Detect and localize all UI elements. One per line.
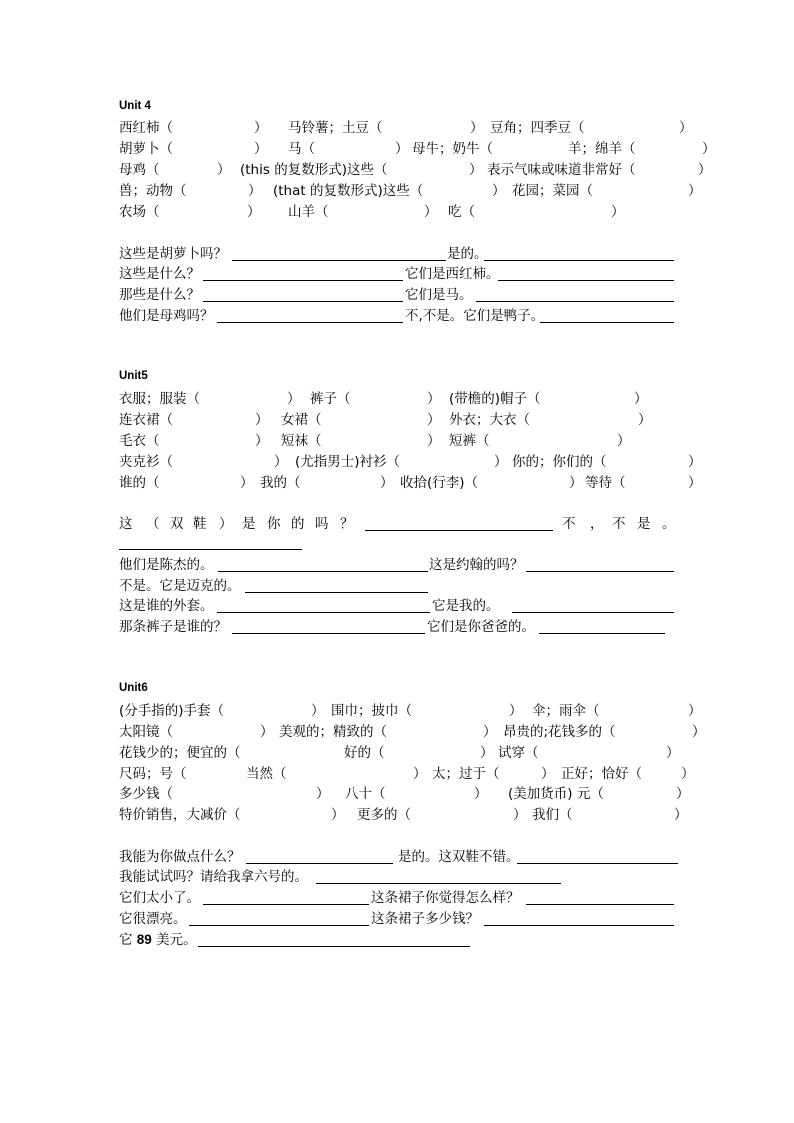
close-paren: ） — [569, 475, 583, 491]
vocab-shorts: 短裤（ — [449, 433, 490, 449]
sentence-q4: 它很漂亮。 — [119, 911, 187, 927]
sentence-a5: 它们是你爸爸的。 — [427, 619, 535, 635]
vocab-dress: 连衣裙（ — [119, 412, 173, 428]
close-paren: ） — [470, 120, 484, 136]
answer-line — [484, 925, 674, 926]
close-paren: ） — [676, 786, 690, 802]
vocab-too: 太；过于（ — [432, 766, 500, 782]
q-char: 你 — [267, 516, 281, 532]
sentence-a1: 是的。 — [447, 246, 488, 262]
q-char: 的 — [291, 516, 305, 532]
vocab-these: (this 的复数形式)这些（ — [240, 162, 388, 178]
answer-line — [526, 571, 674, 572]
vocab-pants: 裤子（ — [310, 391, 351, 407]
close-paren: ） — [248, 183, 262, 199]
sentence-q5-pre: 它 — [119, 932, 137, 948]
sentence-q2: 他们是陈杰的。 — [119, 557, 214, 573]
vocab-of-course: 当然（ — [246, 766, 287, 782]
answer-line — [512, 612, 674, 613]
sentence-a1: 是的。这双鞋不错。 — [398, 849, 520, 865]
vocab-umbrella: 伞；雨伞（ — [532, 703, 600, 719]
sentence-q2: 我能试试吗？请给我拿六号的。 — [119, 869, 308, 885]
sentence-a2: 它们是西红柿。 — [405, 266, 500, 282]
vocab-eighty: 八十（ — [345, 786, 386, 802]
close-paren: ） — [617, 433, 631, 449]
vocab-carrot: 胡萝卜（ — [119, 141, 173, 157]
vocab-jacket: 夹克衫（ — [119, 454, 173, 470]
vocab-tomato: 西红柿（ — [119, 120, 173, 136]
close-paren: ） — [702, 141, 716, 157]
vocab-how-much: 多少钱（ — [119, 786, 173, 802]
vocab-goat: 山羊（ — [288, 204, 329, 220]
close-paren: ） — [492, 183, 506, 199]
answer-line — [517, 863, 678, 864]
close-paren: ） — [638, 412, 652, 428]
answer-line — [218, 571, 428, 572]
vocab-more: 更多的（ — [357, 807, 411, 823]
q-char: 鞋 — [193, 516, 207, 532]
vocab-your: 你的；你们的（ — [512, 454, 607, 470]
vocab-mine: 我的（ — [260, 475, 301, 491]
close-paren: ） — [311, 703, 325, 719]
sentence-a3: 它们是马。 — [405, 287, 473, 303]
close-paren: ） — [698, 162, 712, 178]
a-char: 不 — [562, 516, 576, 532]
vocab-clothes: 衣服；服装（ — [119, 391, 200, 407]
sentence-q5 — [119, 932, 197, 948]
vocab-farm: 农场（ — [119, 204, 160, 220]
vocab-nice: 好的（ — [344, 745, 385, 761]
answer-line — [539, 633, 665, 634]
vocab-hen: 母鸡（ — [119, 162, 160, 178]
sentence-q2: 这些是什么？ — [119, 266, 200, 282]
answer-line — [540, 322, 674, 323]
vocab-shirt: (尤指男士)衬衫（ — [295, 454, 401, 470]
vocab-cow: 母牛；奶牛（ — [412, 141, 493, 157]
vocab-size: 尺码；号（ — [119, 766, 187, 782]
vocab-garden: 花园；菜园（ — [512, 183, 593, 199]
close-paren: ） — [688, 454, 702, 470]
close-paren: ） — [469, 162, 483, 178]
a-char: ， — [590, 516, 604, 532]
a-char: 是 — [637, 516, 651, 532]
vocab-pretty: 美观的；精致的（ — [279, 724, 387, 740]
sentence-a3: 这条裙子你觉得怎么样？ — [371, 890, 520, 906]
vocab-dollar: (美加货币) 元（ — [508, 786, 604, 802]
vocab-horse: 马（ — [288, 141, 315, 157]
answer-line — [119, 549, 302, 550]
close-paren: ） — [254, 141, 268, 157]
close-paren: ） — [240, 475, 254, 491]
close-paren: ） — [688, 183, 702, 199]
close-paren: ） — [427, 391, 441, 407]
close-paren: ） — [688, 703, 702, 719]
vocab-those: (that 的复数形式)这些（ — [273, 183, 424, 199]
close-paren: ） — [255, 412, 269, 428]
close-paren: ） — [688, 475, 702, 491]
sentence-q1: 这些是胡萝卜吗？ — [119, 246, 227, 262]
close-paren: ） — [494, 454, 508, 470]
answer-line — [232, 260, 446, 261]
vocab-sale: 特价销售，大减价（ — [119, 807, 241, 823]
a-char: 。 — [662, 516, 676, 532]
close-paren: ） — [427, 412, 441, 428]
vocab-cheap: 花钱少的；便宜的（ — [119, 745, 241, 761]
vocab-scarf: 围巾；披巾（ — [331, 703, 412, 719]
vocab-pack: 收拾(行李)（ — [400, 475, 479, 491]
answer-line — [484, 260, 674, 261]
sentence-a2: 这是约翰的吗？ — [429, 557, 524, 573]
close-paren: ） — [217, 162, 231, 178]
sentence-q4: 他们是母鸡吗？ — [119, 308, 214, 324]
close-paren: ） — [380, 475, 394, 491]
vocab-socks: 短袜（ — [281, 433, 322, 449]
sentence-q3: 它们太小了。 — [119, 890, 200, 906]
vocab-skirt: 女裙（ — [281, 412, 322, 428]
close-paren: ） — [255, 433, 269, 449]
q-char: 吗 — [315, 516, 329, 532]
vocab-whose: 谁的（ — [119, 475, 160, 491]
unit6-heading: Unit6 — [119, 682, 148, 694]
answer-line — [217, 322, 403, 323]
q-char: （ — [146, 516, 160, 532]
answer-line — [316, 883, 561, 884]
close-paren: ） — [260, 724, 274, 740]
sentence-q5-post: 美元。 — [151, 932, 197, 948]
close-paren: ） — [274, 454, 288, 470]
vocab-coat: 外衣；大衣（ — [449, 412, 530, 428]
answer-line — [203, 280, 403, 281]
vocab-hat: (带檐的)帽子（ — [449, 391, 541, 407]
sentence-q3: 那些是什么？ — [119, 287, 200, 303]
answer-line — [476, 301, 674, 302]
answer-line — [365, 530, 553, 531]
sentence-q1: 我能为你做点什么？ — [119, 849, 241, 865]
vocab-try: 试穿（ — [498, 745, 539, 761]
q-char: 这 — [119, 516, 133, 532]
vocab-sheep: 羊；绵羊（ — [568, 141, 636, 157]
answer-line — [203, 301, 403, 302]
answer-line — [189, 925, 369, 926]
sentence-a4: 不,不是。它们是鸭子。 — [405, 308, 545, 324]
vocab-we: 我们（ — [532, 807, 573, 823]
close-paren: ） — [509, 703, 523, 719]
vocab-gloves: (分手指的)手套（ — [119, 703, 225, 719]
close-paren: ） — [513, 807, 527, 823]
close-paren: ） — [681, 766, 695, 782]
unit5-heading: Unit5 — [119, 370, 148, 382]
vocab-smell: 表示气味或味道非常好（ — [487, 162, 636, 178]
answer-line — [232, 633, 425, 634]
close-paren: ） — [679, 120, 693, 136]
answer-line — [498, 280, 674, 281]
close-paren: ） — [247, 204, 261, 220]
close-paren: ） — [541, 766, 555, 782]
answer-line — [203, 904, 369, 905]
close-paren: ） — [480, 745, 494, 761]
close-paren: ） — [287, 391, 301, 407]
q-char: ） — [219, 516, 233, 532]
vocab-just: 正好；恰好（ — [561, 766, 642, 782]
vocab-wait: 等待（ — [585, 475, 626, 491]
close-paren: ） — [254, 120, 268, 136]
vocab-sweater: 毛衣（ — [119, 433, 160, 449]
answer-line — [217, 612, 430, 613]
close-paren: ） — [413, 766, 427, 782]
close-paren: ） — [666, 745, 680, 761]
answer-line — [245, 592, 428, 593]
close-paren: ） — [674, 807, 688, 823]
close-paren: ） — [316, 786, 330, 802]
close-paren: ） — [692, 724, 706, 740]
sentence-q3: 不是。它是迈克的。 — [119, 578, 241, 594]
close-paren: ） — [424, 204, 438, 220]
close-paren: ） — [611, 204, 625, 220]
answer-line — [198, 946, 470, 947]
answer-line — [246, 863, 393, 864]
price-number: 89 — [136, 932, 152, 947]
sentence-a4: 它是我的。 — [432, 598, 500, 614]
vocab-eat: 吃（ — [448, 204, 475, 220]
close-paren: ） — [427, 433, 441, 449]
close-paren: ） — [395, 141, 409, 157]
sentence-q4: 这是谁的外套。 — [119, 598, 214, 614]
sentence-a4: 这条裙子多少钱？ — [371, 911, 479, 927]
unit4-heading: Unit 4 — [119, 100, 151, 112]
q-char: 是 — [242, 516, 256, 532]
a-char: 不 — [612, 516, 626, 532]
close-paren: ） — [483, 724, 497, 740]
vocab-potato: 马铃薯；土豆（ — [288, 120, 383, 136]
vocab-sunglasses: 太阳镜（ — [119, 724, 173, 740]
q-char: 双 — [170, 516, 184, 532]
vocab-bean: 豆角；四季豆（ — [490, 120, 585, 136]
close-paren: ） — [474, 786, 488, 802]
answer-line — [526, 904, 674, 905]
vocab-animal: 兽；动物（ — [119, 183, 187, 199]
close-paren: ） — [634, 391, 648, 407]
q-char: ？ — [340, 516, 354, 532]
vocab-expensive: 昂贵的;花钱多的（ — [503, 724, 616, 740]
close-paren: ） — [331, 807, 345, 823]
sentence-q5: 那条裤子是谁的？ — [119, 619, 227, 635]
